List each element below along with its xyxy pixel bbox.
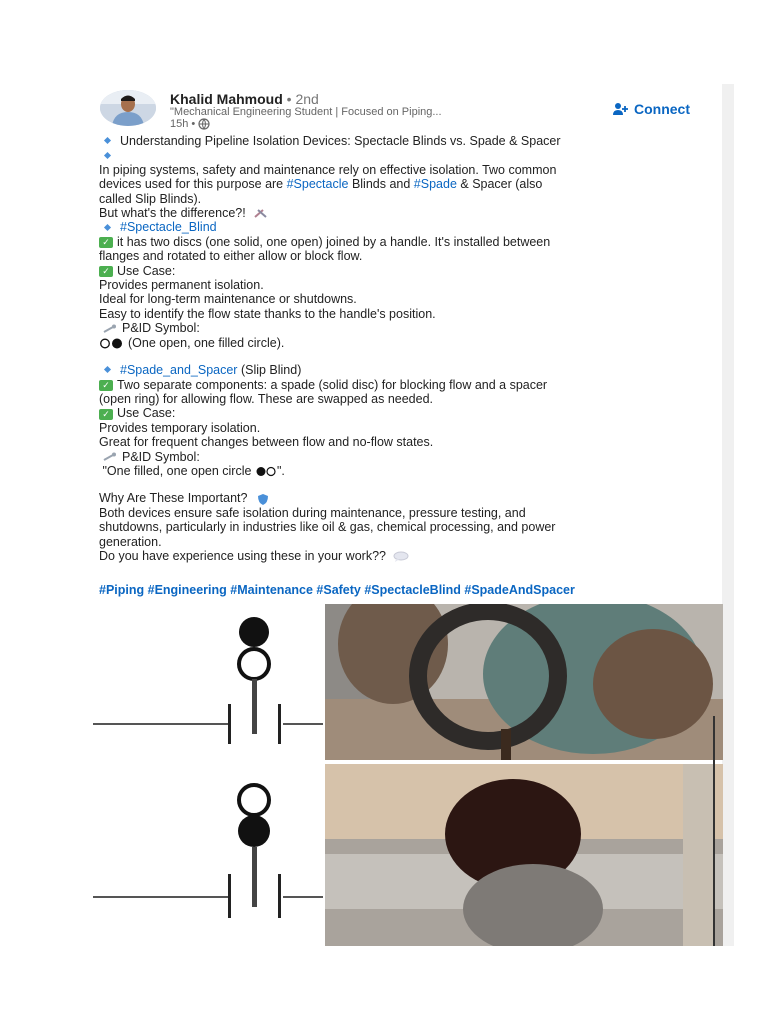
author-headline: "Mechanical Engineering Student | Focused on Piping... (170, 106, 442, 118)
text: it has two discs (one solid, one open) joined by a handle. It's installed between (117, 234, 551, 249)
post-line (99, 363, 709, 377)
blue-diamond-icon (104, 366, 111, 373)
post-line: Provides temporary isolation. (99, 420, 261, 435)
spacer (99, 478, 709, 491)
filled-open-circles-icon (255, 466, 277, 477)
connection-degree: • 2nd (286, 91, 319, 107)
post-body (99, 134, 709, 563)
post-line (99, 235, 709, 249)
text: Do you have experience using these in your work?? (99, 548, 386, 563)
hammer-wrench-icon (253, 208, 269, 219)
post-meta (170, 118, 210, 130)
post-line: Both devices ensure safe isolation during maintenance, pressure testing, and (99, 505, 526, 520)
post-line (99, 220, 709, 234)
post-image[interactable] (93, 604, 723, 946)
image-divider (713, 716, 715, 946)
post-line: flanges and rotated to either allow or block flow. (99, 249, 363, 264)
open-filled-circles-icon (99, 338, 125, 349)
text: ". (276, 463, 285, 478)
post-title-text: Understanding Pipeline Isolation Devices: Spectacle Blinds vs. Spade & Spacer (120, 134, 561, 148)
avatar[interactable] (100, 90, 156, 126)
text: "One filled, one open circle (102, 463, 252, 478)
post-line: shutdowns, particularly in industries like oil & gas, chemical processing, and power (99, 520, 556, 535)
post-line: Provides permanent isolation. (99, 278, 264, 293)
post-line: In piping systems, safety and maintenance rely on effective isolation. Two common (99, 162, 557, 177)
post-line: (open ring) for allowing flow. These are swapped as needed. (99, 391, 434, 406)
blue-shield-icon (257, 493, 269, 506)
post-line: Ideal for long-term maintenance or shutdowns. (99, 292, 357, 307)
hashtag-link[interactable]: #Spectacle (286, 177, 349, 192)
post-line (99, 406, 709, 420)
text: Use Case: (117, 406, 176, 421)
text: Blinds and (348, 177, 414, 192)
speech-bubble-icon (393, 551, 409, 562)
post-time: 15h • (170, 118, 196, 130)
wrench-icon (103, 324, 117, 334)
post-line (99, 177, 709, 191)
text: (Slip Blind) (237, 363, 302, 378)
green-check-icon: ✓ (99, 409, 113, 420)
post-line (99, 206, 709, 220)
blue-diamond-icon (104, 224, 111, 231)
text: P&ID Symbol: (122, 321, 200, 336)
post-line: called Slip Blinds). (99, 191, 202, 206)
post-line (99, 378, 709, 392)
post-line (99, 148, 709, 162)
post-line: Great for frequent changes between flow and no-flow states. (99, 435, 434, 450)
connect-label[interactable]: Connect (634, 101, 690, 117)
text: (One open, one filled circle). (128, 335, 285, 350)
spacer (99, 350, 709, 363)
green-check-icon: ✓ (99, 237, 113, 248)
green-check-icon: ✓ (99, 266, 113, 277)
text: Two separate components: a spade (solid disc) for blocking flow and a spacer (117, 377, 548, 392)
globe-icon (198, 118, 210, 130)
connect-button[interactable] (613, 101, 690, 117)
post-line (99, 464, 709, 478)
text: P&ID Symbol: (122, 449, 200, 464)
post-line: Easy to identify the flow state thanks to the handle's position. (99, 306, 436, 321)
post-line (99, 549, 709, 563)
text: Why Are These Important? (99, 491, 248, 506)
hashtag-link[interactable]: #Spade_and_Spacer (120, 363, 238, 378)
spade-blind-photo (325, 764, 723, 946)
author-name[interactable] (170, 91, 319, 107)
spectacle-blind-symbol-open (93, 617, 323, 744)
post-line (99, 134, 709, 148)
green-check-icon: ✓ (99, 380, 113, 391)
text: But what's the difference?! (99, 206, 246, 221)
post-line (99, 264, 709, 278)
hashtag-list[interactable]: #Piping #Engineering #Maintenance #Safety #SpectacleBlind #SpadeAndSpacer (99, 583, 575, 597)
blue-diamond-icon (104, 137, 111, 144)
hashtag-link[interactable]: #Spectacle_Blind (120, 220, 217, 235)
post-line (99, 321, 709, 335)
text: & Spacer (also (456, 177, 543, 192)
post-line (99, 336, 709, 350)
spectacle-blind-symbol-closed (93, 785, 323, 918)
text: devices used for this purpose are (99, 177, 287, 192)
post-line (99, 450, 709, 464)
spacer-ring-photo (325, 604, 723, 760)
post-line: generation. (99, 534, 162, 549)
add-person-icon (613, 102, 629, 116)
text: Use Case: (117, 263, 176, 278)
wrench-icon (103, 452, 117, 462)
scroll-edge (722, 84, 734, 946)
post-line (99, 491, 709, 505)
blue-diamond-icon (104, 152, 111, 159)
hashtag-link[interactable]: #Spade (413, 177, 457, 192)
author-label[interactable]: Khalid Mahmoud (170, 91, 283, 107)
